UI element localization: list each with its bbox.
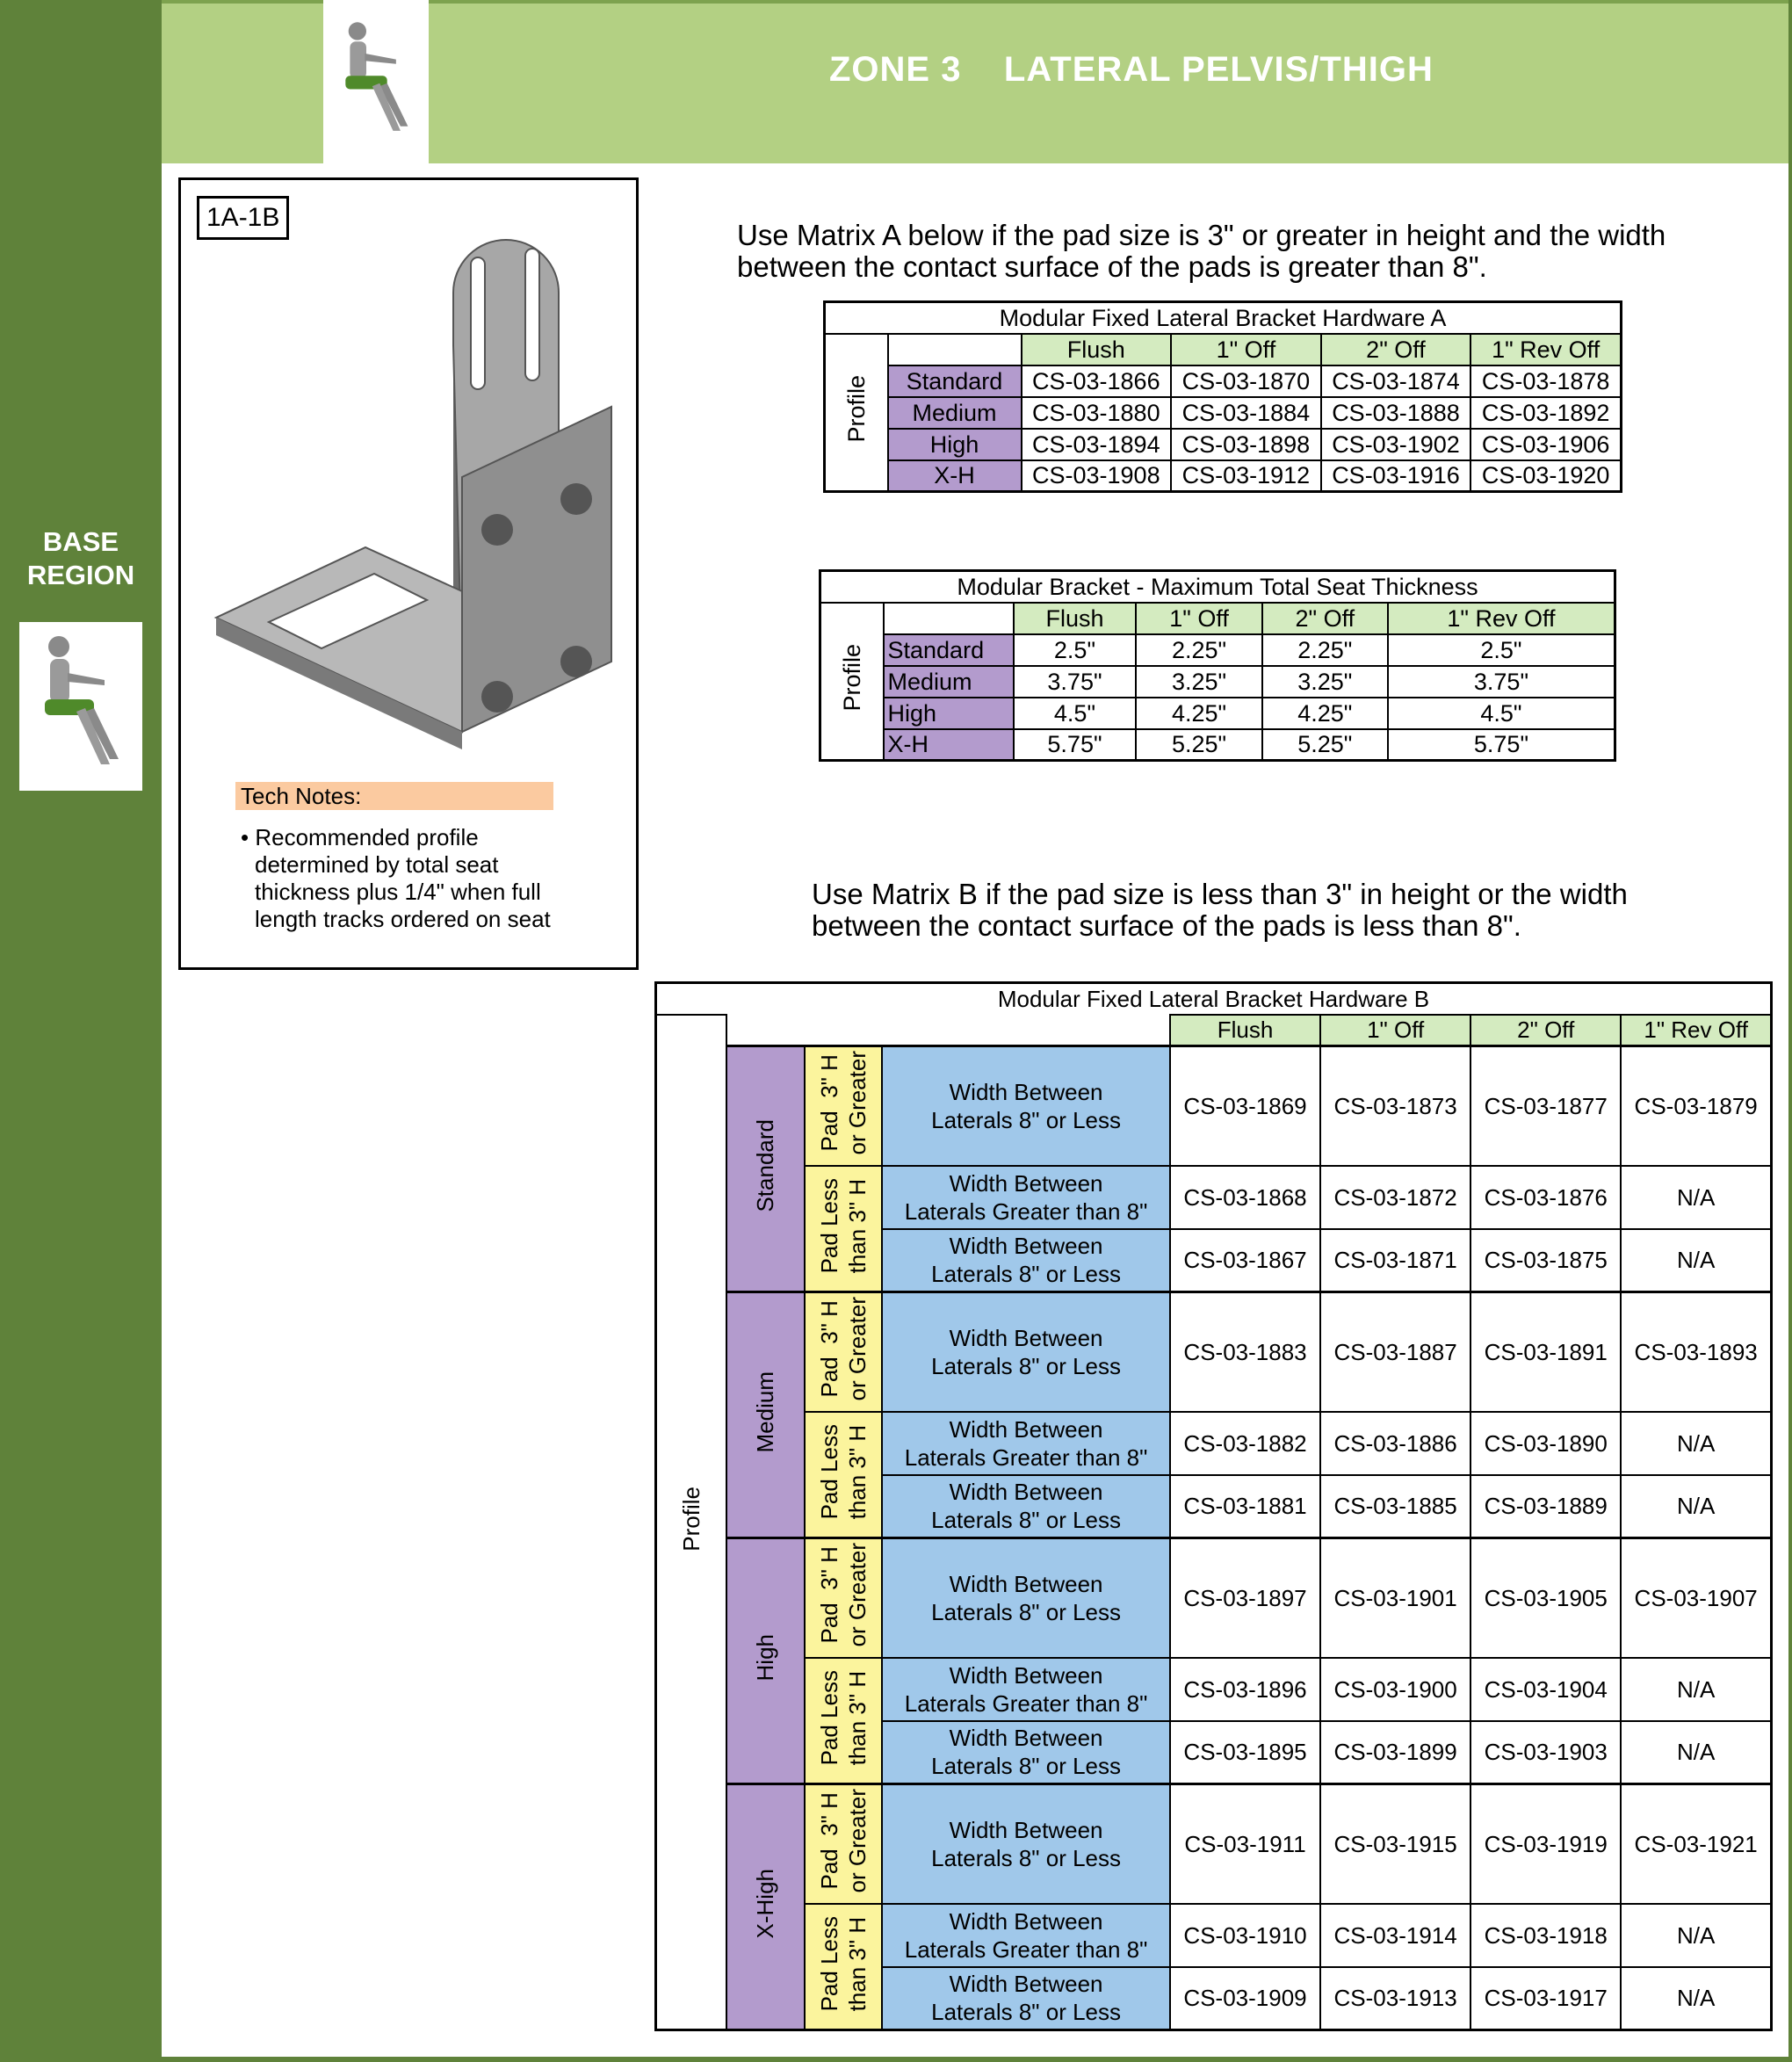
thickness-profile-label: Profile	[820, 603, 884, 761]
matrix-b-cell: CS-03-1910	[1170, 1904, 1320, 1967]
thickness-row-label: High	[884, 698, 1014, 729]
matrix-a-cell: CS-03-1870	[1171, 365, 1321, 397]
matrix-a-cell: CS-03-1880	[1022, 397, 1172, 429]
thickness-cell: 5.25"	[1136, 729, 1261, 761]
figure-label: 1A-1B	[197, 196, 289, 240]
tech-notes-text: • Recommended profile determined by total seat thickness plus 1/4" when full length tracks ordered on seat	[241, 824, 551, 932]
table-row	[656, 1166, 1772, 1229]
matrix-b-cell: CS-03-1890	[1470, 1412, 1621, 1475]
matrix-b-title: Modular Fixed Lateral Bracket Hardware B	[656, 983, 1772, 1015]
matrix-b-cell: CS-03-1913	[1320, 1967, 1470, 2030]
matrix-a-row-label: Standard	[888, 365, 1022, 397]
thickness-col-header: 2" Off	[1262, 603, 1388, 634]
thickness-cell: 3.25"	[1136, 666, 1261, 698]
table-row	[656, 1538, 1772, 1658]
matrix-b-width-cell: Width Between Laterals Greater than 8"	[882, 1904, 1170, 1967]
matrix-a-title: Modular Fixed Lateral Bracket Hardware A	[825, 302, 1622, 334]
matrix-b-cell: CS-03-1876	[1470, 1166, 1621, 1229]
matrix-b-pad-cell: Pad 3" H or Greater	[805, 1784, 883, 1904]
matrix-b-cell: N/A	[1621, 1166, 1771, 1229]
matrix-a-cell: CS-03-1884	[1171, 397, 1321, 429]
table-row	[656, 1292, 1772, 1412]
matrix-b-cell: CS-03-1900	[1320, 1658, 1470, 1721]
matrix-b-cell: N/A	[1621, 1658, 1771, 1721]
matrix-b-profile-cell: Medium	[726, 1292, 805, 1538]
matrix-b-cell: CS-03-1911	[1170, 1784, 1320, 1904]
matrix-a-col-header: Flush	[1022, 334, 1172, 365]
matrix-a-row-label: Medium	[888, 397, 1022, 429]
matrix-b-cell: CS-03-1893	[1621, 1292, 1771, 1412]
matrix-b-col-header: 2" Off	[1470, 1015, 1621, 1046]
thickness-cell: 3.25"	[1262, 666, 1388, 698]
left-sidebar	[0, 0, 162, 2062]
bracket-figure-panel	[178, 177, 639, 970]
matrix-a-instruction: Use Matrix A below if the pad size is 3" or greater in height and the width between the contact surface of the pads is greater than 8".	[737, 219, 1666, 283]
matrix-a-cell: CS-03-1906	[1470, 429, 1621, 460]
thickness-cell: 3.75"	[1388, 666, 1615, 698]
matrix-b-cell: CS-03-1883	[1170, 1292, 1320, 1412]
matrix-a-cell: CS-03-1902	[1321, 429, 1471, 460]
matrix-a-corner	[888, 334, 1022, 365]
thickness-row-label: Standard	[884, 634, 1014, 666]
matrix-b-cell: CS-03-1918	[1470, 1904, 1621, 1967]
matrix-a-cell: CS-03-1920	[1470, 460, 1621, 492]
thickness-row-label: Medium	[884, 666, 1014, 698]
thickness-col-header: 1" Off	[1136, 603, 1261, 634]
matrix-a-row-label: X-H	[888, 460, 1022, 492]
seated-person-header-icon	[323, 0, 429, 163]
matrix-b-width-cell: Width Between Laterals 8" or Less	[882, 1967, 1170, 2030]
matrix-a-profile-label: Profile	[825, 334, 888, 492]
matrix-b-table	[654, 981, 1773, 2031]
table-row	[656, 1046, 1772, 1166]
matrix-b-pad-cell: Pad 3" H or Greater	[805, 1538, 883, 1658]
matrix-b-cell: CS-03-1905	[1470, 1538, 1621, 1658]
matrix-a-col-header: 2" Off	[1321, 334, 1471, 365]
matrix-b-corner	[726, 1015, 1170, 1046]
matrix-b-width-cell: Width Between Laterals 8" or Less	[882, 1538, 1170, 1658]
matrix-b-cell: CS-03-1882	[1170, 1412, 1320, 1475]
matrix-b-cell: CS-03-1881	[1170, 1475, 1320, 1538]
thickness-col-header: Flush	[1014, 603, 1137, 634]
matrix-a-cell: CS-03-1878	[1470, 365, 1621, 397]
matrix-b-cell: CS-03-1899	[1320, 1721, 1470, 1784]
matrix-b-cell: CS-03-1867	[1170, 1229, 1320, 1292]
matrix-b-width-cell: Width Between Laterals 8" or Less	[882, 1046, 1170, 1166]
table-row	[656, 1412, 1772, 1475]
matrix-b-cell: CS-03-1896	[1170, 1658, 1320, 1721]
thickness-row-label: X-H	[884, 729, 1014, 761]
matrix-b-cell: CS-03-1915	[1320, 1784, 1470, 1904]
matrix-b-pad-cell: Pad Less than 3" H	[805, 1658, 883, 1784]
thickness-cell: 5.25"	[1262, 729, 1388, 761]
thickness-cell: 4.25"	[1262, 698, 1388, 729]
matrix-b-width-cell: Width Between Laterals Greater than 8"	[882, 1658, 1170, 1721]
matrix-a-col-header: 1" Rev Off	[1470, 334, 1621, 365]
matrix-b-cell: N/A	[1621, 1229, 1771, 1292]
matrix-a-cell: CS-03-1892	[1470, 397, 1621, 429]
matrix-b-col-header: Flush	[1170, 1015, 1320, 1046]
seat-thickness-table	[819, 569, 1616, 762]
matrix-b-cell: CS-03-1903	[1470, 1721, 1621, 1784]
matrix-b-cell: CS-03-1868	[1170, 1166, 1320, 1229]
matrix-b-col-header: 1" Rev Off	[1621, 1015, 1771, 1046]
thickness-cell: 5.75"	[1014, 729, 1137, 761]
matrix-b-cell: CS-03-1887	[1320, 1292, 1470, 1412]
matrix-b-cell: CS-03-1869	[1170, 1046, 1320, 1166]
matrix-b-profile-cell: Standard	[726, 1046, 805, 1292]
matrix-b-cell: CS-03-1871	[1320, 1229, 1470, 1292]
matrix-b-col-header: 1" Off	[1320, 1015, 1470, 1046]
matrix-b-pad-cell: Pad Less than 3" H	[805, 1904, 883, 2030]
matrix-b-width-cell: Width Between Laterals Greater than 8"	[882, 1412, 1170, 1475]
matrix-a-row-label: High	[888, 429, 1022, 460]
matrix-b-profile-cell: High	[726, 1538, 805, 1784]
seated-person-icon	[19, 622, 142, 791]
table-row	[656, 1658, 1772, 1721]
thickness-cell: 2.25"	[1262, 634, 1388, 666]
matrix-b-cell: CS-03-1885	[1320, 1475, 1470, 1538]
thickness-cell: 2.25"	[1136, 634, 1261, 666]
thickness-corner	[884, 603, 1014, 634]
matrix-b-cell: CS-03-1917	[1470, 1967, 1621, 2030]
thickness-title: Modular Bracket - Maximum Total Seat Thickness	[820, 571, 1615, 603]
matrix-b-cell: N/A	[1621, 1904, 1771, 1967]
thickness-cell: 3.75"	[1014, 666, 1137, 698]
matrix-b-cell: CS-03-1897	[1170, 1538, 1320, 1658]
region-label: BASE REGION	[26, 526, 135, 590]
matrix-b-cell: CS-03-1873	[1320, 1046, 1470, 1166]
matrix-b-width-cell: Width Between Laterals 8" or Less	[882, 1784, 1170, 1904]
thickness-cell: 2.5"	[1388, 634, 1615, 666]
matrix-a-cell: CS-03-1888	[1321, 397, 1471, 429]
matrix-a-cell: CS-03-1912	[1171, 460, 1321, 492]
matrix-b-width-cell: Width Between Laterals 8" or Less	[882, 1292, 1170, 1412]
matrix-b-profile-cell: X-High	[726, 1784, 805, 2030]
matrix-b-cell: CS-03-1872	[1320, 1166, 1470, 1229]
matrix-b-cell: CS-03-1904	[1470, 1658, 1621, 1721]
matrix-b-cell: CS-03-1921	[1621, 1784, 1771, 1904]
matrix-b-cell: CS-03-1907	[1621, 1538, 1771, 1658]
matrix-b-pad-cell: Pad Less than 3" H	[805, 1412, 883, 1538]
matrix-b-width-cell: Width Between Laterals 8" or Less	[882, 1721, 1170, 1784]
table-row	[656, 1784, 1772, 1904]
matrix-a-cell: CS-03-1866	[1022, 365, 1172, 397]
zone-title: ZONE 3 LATERAL PELVIS/THIGH	[829, 50, 1434, 89]
matrix-a-cell: CS-03-1908	[1022, 460, 1172, 492]
matrix-b-width-cell: Width Between Laterals 8" or Less	[882, 1229, 1170, 1292]
matrix-b-cell: CS-03-1886	[1320, 1412, 1470, 1475]
bracket-image	[199, 222, 629, 776]
table-row	[656, 1904, 1772, 1967]
matrix-b-cell: CS-03-1889	[1470, 1475, 1621, 1538]
matrix-b-cell: CS-03-1909	[1170, 1967, 1320, 2030]
matrix-b-cell: N/A	[1621, 1412, 1771, 1475]
thickness-cell: 2.5"	[1014, 634, 1137, 666]
matrix-b-cell: N/A	[1621, 1475, 1771, 1538]
thickness-cell: 5.75"	[1388, 729, 1615, 761]
matrix-a-cell: CS-03-1894	[1022, 429, 1172, 460]
tech-notes-title: Tech Notes:	[235, 782, 553, 810]
matrix-b-instruction: Use Matrix B if the pad size is less than 3" in height or the width between the contact surface of the pads is less than 8".	[812, 878, 1628, 942]
matrix-a-cell: CS-03-1874	[1321, 365, 1471, 397]
matrix-b-pad-cell: Pad 3" H or Greater	[805, 1046, 883, 1166]
matrix-b-cell: CS-03-1919	[1470, 1784, 1621, 1904]
matrix-b-cell: CS-03-1895	[1170, 1721, 1320, 1784]
thickness-cell: 4.5"	[1388, 698, 1615, 729]
matrix-a-cell: CS-03-1898	[1171, 429, 1321, 460]
matrix-a-table	[823, 300, 1622, 493]
thickness-cell: 4.25"	[1136, 698, 1261, 729]
bottom-border	[162, 2057, 1792, 2062]
matrix-b-cell: CS-03-1891	[1470, 1292, 1621, 1412]
thickness-cell: 4.5"	[1014, 698, 1137, 729]
matrix-b-cell: CS-03-1877	[1470, 1046, 1621, 1166]
matrix-a-cell: CS-03-1916	[1321, 460, 1471, 492]
matrix-b-cell: CS-03-1879	[1621, 1046, 1771, 1166]
matrix-a-col-header: 1" Off	[1171, 334, 1321, 365]
matrix-b-pad-cell: Pad 3" H or Greater	[805, 1292, 883, 1412]
matrix-b-cell: N/A	[1621, 1721, 1771, 1784]
matrix-b-width-cell: Width Between Laterals Greater than 8"	[882, 1166, 1170, 1229]
matrix-b-cell: CS-03-1901	[1320, 1538, 1470, 1658]
thickness-col-header: 1" Rev Off	[1388, 603, 1615, 634]
matrix-b-cell: N/A	[1621, 1967, 1771, 2030]
matrix-b-pad-cell: Pad Less than 3" H	[805, 1166, 883, 1292]
matrix-b-cell: CS-03-1875	[1470, 1229, 1621, 1292]
right-border	[1788, 0, 1792, 2062]
matrix-b-width-cell: Width Between Laterals 8" or Less	[882, 1475, 1170, 1538]
matrix-b-profile-label: Profile	[656, 1015, 726, 2030]
matrix-b-cell: CS-03-1914	[1320, 1904, 1470, 1967]
